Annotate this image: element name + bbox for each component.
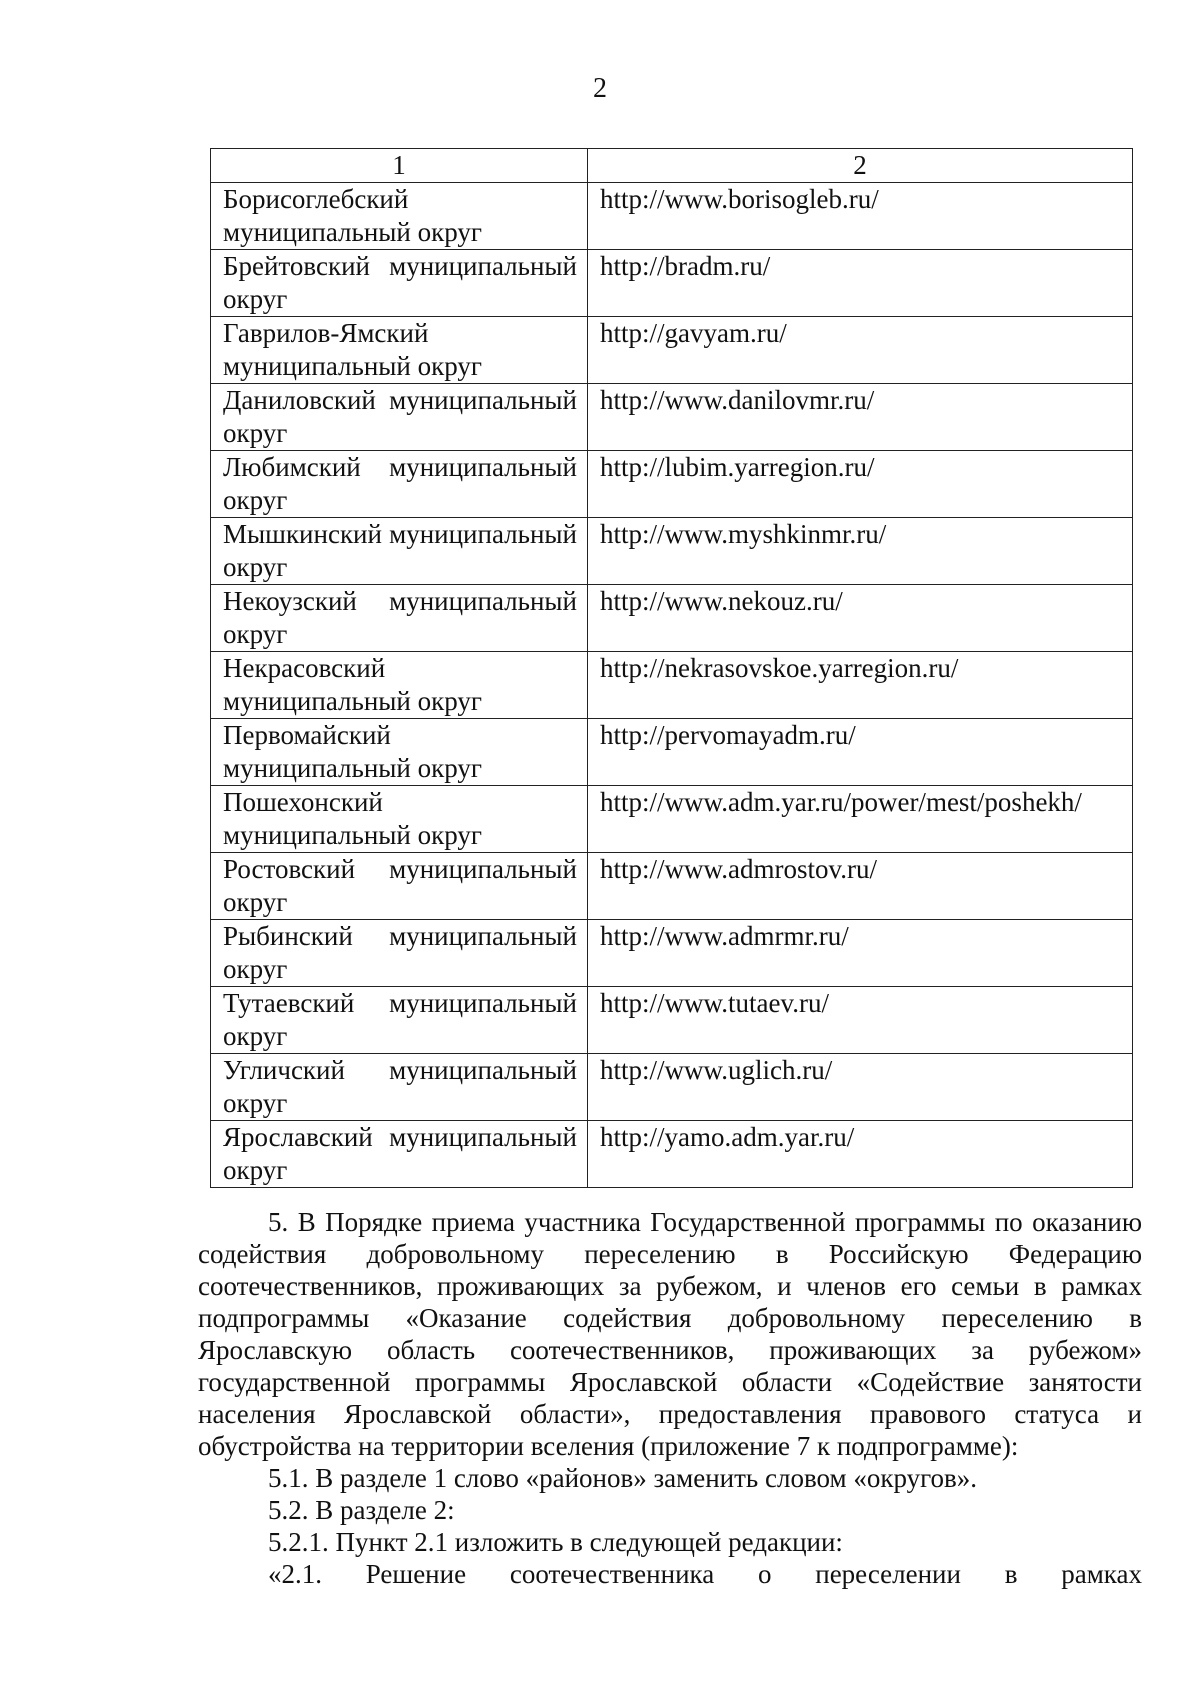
district-name: Первомайский муниципальный округ (211, 719, 588, 786)
paragraph-2-1-start: «2.1. Решение соотечественника о переселении в рамках (268, 1559, 1142, 1589)
paragraph-5-1: 5.1. В разделе 1 слово «районов» заменить словом «округов». (268, 1463, 977, 1493)
district-url[interactable]: http://www.danilovmr.ru/ (588, 384, 1133, 451)
district-name: Угличский муниципальный округ (211, 1054, 588, 1121)
table-header-row (211, 149, 1133, 183)
table-row (211, 853, 1133, 920)
district-url[interactable]: http://lubim.yarregion.ru/ (588, 451, 1133, 518)
district-name: Любимский муниципальный округ (211, 451, 588, 518)
table-row (211, 786, 1133, 853)
district-url[interactable]: http://gavyam.ru/ (588, 317, 1133, 384)
district-url[interactable]: http://pervomayadm.ru/ (588, 719, 1133, 786)
district-name: Даниловский муниципальный округ (211, 384, 588, 451)
table-row (211, 1121, 1133, 1188)
table-row (211, 384, 1133, 451)
paragraph-5-2-1: 5.2.1. Пункт 2.1 изложить в следующей редакции: (268, 1527, 843, 1557)
district-name: Мышкинский муниципальный округ (211, 518, 588, 585)
district-name: Брейтовский муниципальный округ (211, 250, 588, 317)
district-url[interactable]: http://www.myshkinmr.ru/ (588, 518, 1133, 585)
table-header-col-1: 1 (211, 149, 588, 183)
paragraph-5: 5. В Порядке приема участника Государственной программы по оказанию содействия добровольному переселению в Российскую Федерацию соотечественников, проживающих за рубежом, и членов его семьи в рамках подпрограммы «Оказание содействия добровольному переселению в Ярославскую область соотечественников, проживающих за рубежом» государственной программы Ярославской области «Содействие занятости населения Ярославской области», предоставления правового статуса и обустройства на территории вселения (приложение 7 к подпрограмме): (198, 1207, 1142, 1461)
page-number: 2 (593, 73, 607, 104)
district-url[interactable]: http://bradm.ru/ (588, 250, 1133, 317)
table-row (211, 652, 1133, 719)
table-row (211, 183, 1133, 250)
table-row (211, 1054, 1133, 1121)
district-name: Некрасовский муниципальный округ (211, 652, 588, 719)
district-name: Ярославский муниципальный округ (211, 1121, 588, 1188)
district-name: Гаврилов-Ямский муниципальный округ (211, 317, 588, 384)
district-url[interactable]: http://yamo.adm.yar.ru/ (588, 1121, 1133, 1188)
table-row (211, 920, 1133, 987)
district-url[interactable]: http://www.admrostov.ru/ (588, 853, 1133, 920)
district-name: Пошехонский муниципальный округ (211, 786, 588, 853)
district-url[interactable]: http://www.nekouz.ru/ (588, 585, 1133, 652)
district-url[interactable]: http://www.adm.yar.ru/power/mest/poshekh/ (588, 786, 1133, 853)
table-row (211, 250, 1133, 317)
table-row (211, 518, 1133, 585)
table-row (211, 987, 1133, 1054)
table-row (211, 451, 1133, 518)
district-url[interactable]: http://www.admrmr.ru/ (588, 920, 1133, 987)
district-name: Некоузский муниципальный округ (211, 585, 588, 652)
district-url[interactable]: http://www.borisogleb.ru/ (588, 183, 1133, 250)
paragraph-5-2: 5.2. В разделе 2: (268, 1495, 455, 1525)
district-url[interactable]: http://www.uglich.ru/ (588, 1054, 1133, 1121)
district-name: Рыбинский муниципальный округ (211, 920, 588, 987)
table-row (211, 719, 1133, 786)
district-name: Борисоглебский муниципальный округ (211, 183, 588, 250)
municipal-websites-table (210, 148, 1133, 1188)
district-name: Ростовский муниципальный округ (211, 853, 588, 920)
table-header-col-2: 2 (588, 149, 1133, 183)
district-url[interactable]: http://www.tutaev.ru/ (588, 987, 1133, 1054)
district-name: Тутаевский муниципальный округ (211, 987, 588, 1054)
table-row (211, 585, 1133, 652)
table-row (211, 317, 1133, 384)
district-url[interactable]: http://nekrasovskoe.yarregion.ru/ (588, 652, 1133, 719)
document-body (198, 1206, 1142, 1590)
